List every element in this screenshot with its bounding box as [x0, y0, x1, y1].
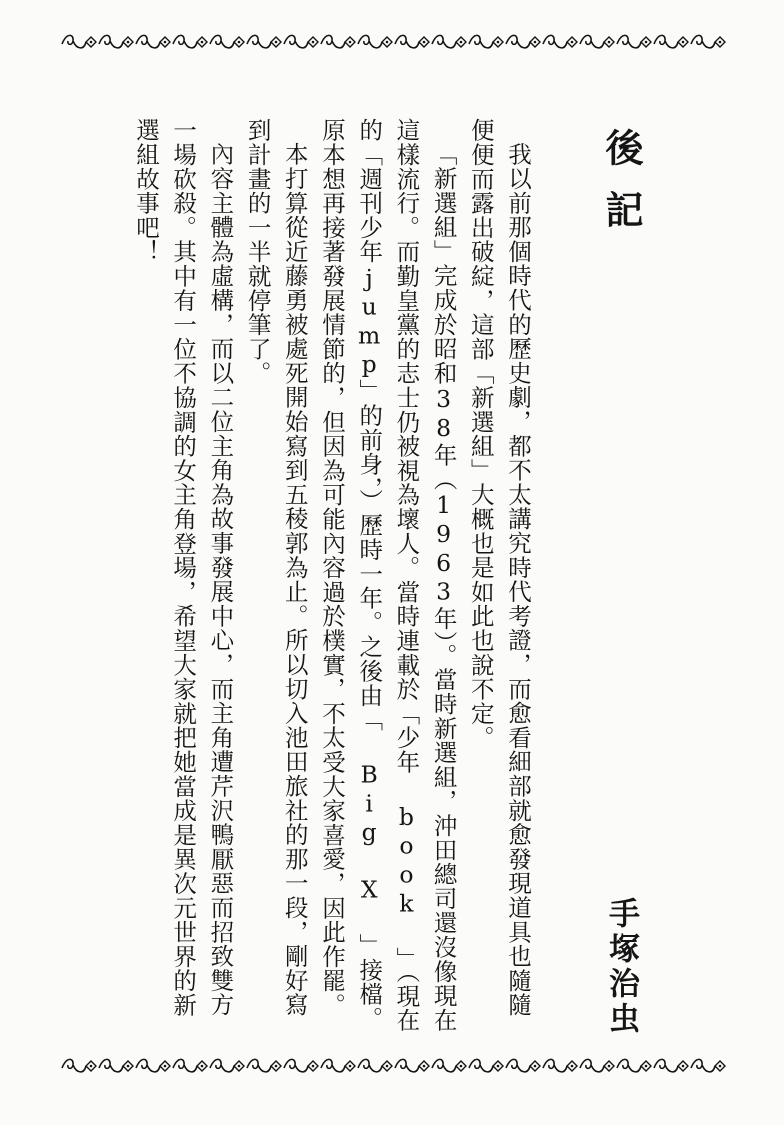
vine-ornament [99, 35, 133, 48]
vine-ornament [284, 35, 318, 48]
vine-ornament [358, 1059, 392, 1072]
vine-ornament [136, 1059, 170, 1072]
vine-ornament [99, 1059, 133, 1072]
author-signature: 手塚治虫 [603, 897, 639, 1037]
paragraph-4: 內容主體為虛構，而以二位主角為故事發展中心，而主角遭芹沢鴨厭惡而招致雙方一場砍殺。其中有一位不協調的女主角登場，希望大家就把她當成是異次元世界的新選組故事吧！ [131, 118, 235, 1018]
vine-ornament [543, 1059, 577, 1072]
paragraph-3: 本打算從近藤勇被處死開始寫到五稜郭為止。所以切入池田旅社的那一段，剛好寫到計畫的一半就停筆了。 [243, 118, 309, 1017]
ornamental-border-top [58, 30, 726, 54]
vine-ornament [506, 35, 540, 48]
vine-ornament [617, 35, 651, 48]
vine-ornament [395, 35, 429, 48]
vine-ornament [395, 1059, 429, 1072]
vine-ornament [654, 35, 688, 48]
vine-ornament [580, 1059, 614, 1072]
vine-ornament [691, 1059, 725, 1072]
vine-ornament [247, 1059, 281, 1072]
vine-ornament [506, 1059, 540, 1072]
vine-ornament [691, 35, 725, 48]
vine-ornament [654, 1059, 688, 1072]
vine-ornament [210, 35, 244, 48]
vine-ornament [469, 35, 503, 48]
vine-ornament [173, 1059, 207, 1072]
vine-ornament [284, 1059, 318, 1072]
paragraph-1: 我以前那個時代的歷史劇，都不太講究時代考證，而愈看細部就愈發現道具也隨隨便便而露出破綻，這部「新選組」大概也是如此也說不定。 [466, 118, 532, 1017]
vine-ornament [62, 1059, 96, 1072]
vine-ornament [136, 35, 170, 48]
vine-ornament [617, 1059, 651, 1072]
vine-ornament [432, 1059, 466, 1072]
vine-ornament [247, 35, 281, 48]
vine-ornament [432, 35, 466, 48]
paragraph-2: 「新選組」完成於昭和38年（1963年）。當時新選組，沖田總司還沒像現在這樣流行。而勤皇黨的志士仍被視為壞人。當時連載於「少年 book 」（現在的「週刊少年jump」的前身，）歷時一年。之後由「 Big X 」接檔。原本想再接著發展情節的，但因為可能內容過於樸實，不太受大家喜愛，因此作罷。 [317, 118, 458, 1033]
vine-ornament [543, 35, 577, 48]
vine-ornament [580, 35, 614, 48]
afterword-body [50, 118, 536, 1038]
vine-ornament [358, 35, 392, 48]
vine-ornament [210, 1059, 244, 1072]
page-title: 後記 [599, 128, 643, 252]
vine-ornament [321, 1059, 355, 1072]
vine-ornament [62, 35, 96, 48]
vine-ornament [321, 35, 355, 48]
ornamental-border-bottom [58, 1054, 726, 1078]
vine-ornament [469, 1059, 503, 1072]
vine-ornament [173, 35, 207, 48]
